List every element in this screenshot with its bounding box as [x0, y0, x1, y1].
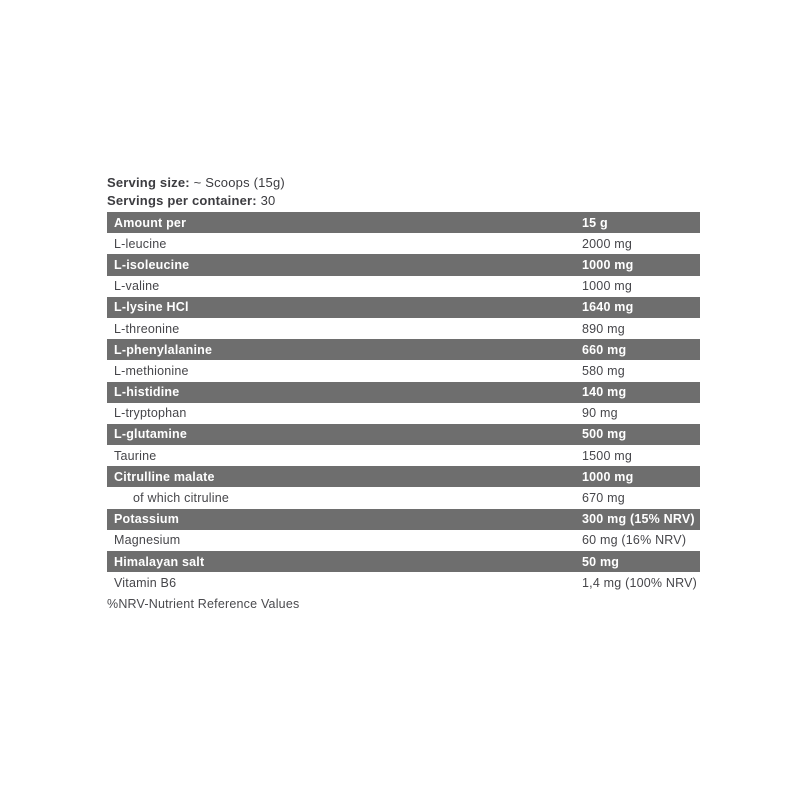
servings-per-container-line [107, 192, 700, 210]
nutrient-amount: 2000 mg [582, 236, 633, 251]
nutrient-amount: 580 mg [582, 363, 625, 378]
amount-per-header: Amount per [114, 215, 187, 230]
nutrient-name: Taurine [114, 448, 157, 463]
nutrient-amount: 60 mg (16% NRV) [582, 533, 687, 548]
nutrient-amount: 500 mg [582, 427, 627, 442]
nutrient-amount: 300 mg (15% NRV) [582, 512, 695, 527]
table-row [107, 424, 700, 445]
servings-per-container-label: Servings per container: [107, 193, 257, 208]
table-row [107, 572, 700, 593]
table-row [107, 339, 700, 360]
nutrient-amount: 670 mg [582, 491, 625, 506]
nutrient-amount: 1640 mg [582, 300, 634, 315]
serving-size-line [107, 174, 700, 192]
table-row [107, 530, 700, 551]
table-row [107, 276, 700, 297]
nutrient-name: L-phenylalanine [114, 342, 213, 357]
table-body [107, 233, 700, 593]
nutrient-name: L-tryptophan [114, 406, 187, 421]
nutrient-name: Himalayan salt [114, 554, 205, 569]
servings-per-container-value: 30 [256, 193, 276, 208]
table-row [107, 297, 700, 318]
table-row [107, 360, 700, 381]
serving-size-label: Serving size: [107, 175, 190, 190]
nutrient-name: L-methionine [114, 363, 189, 378]
nutrient-name: L-histidine [114, 385, 180, 400]
nutrient-name: L-glutamine [114, 427, 188, 442]
serving-amount-header: 15 g [582, 215, 608, 230]
table-row [107, 318, 700, 339]
nutrient-name: L-lysine HCl [114, 300, 189, 315]
nutrient-amount: 90 mg [582, 406, 618, 421]
table-row [107, 551, 700, 572]
nutrient-amount: 660 mg [582, 342, 627, 357]
nutrient-amount: 1000 mg [582, 469, 634, 484]
table-row [107, 445, 700, 466]
nutrient-name: L-threonine [114, 321, 180, 336]
nutrient-amount: 50 mg [582, 554, 620, 569]
nutrient-amount: 1000 mg [582, 257, 634, 272]
nutrient-name: L-isoleucine [114, 257, 190, 272]
serving-size-value: ~ Scoops (15g) [189, 175, 285, 190]
table-row [107, 487, 700, 508]
nrv-footnote: %NRV-Nutrient Reference Values [107, 597, 300, 612]
nutrient-name: L-valine [114, 279, 160, 294]
nutrient-name: Magnesium [114, 533, 181, 548]
supplement-table [107, 212, 700, 593]
nutrient-name: Potassium [114, 512, 180, 527]
table-row [107, 466, 700, 487]
nutrient-name: L-leucine [114, 236, 167, 251]
table-row [107, 233, 700, 254]
nutrient-amount: 1000 mg [582, 279, 633, 294]
nutrient-name: Vitamin B6 [114, 575, 177, 590]
table-row [107, 382, 700, 403]
nutrient-amount: 1,4 mg (100% NRV) [582, 575, 698, 590]
table-row [107, 509, 700, 530]
nutrient-amount: 1500 mg [582, 448, 633, 463]
supplement-facts-panel [107, 174, 700, 611]
nutrient-amount: 140 mg [582, 385, 627, 400]
table-row [107, 254, 700, 275]
nutrient-name: of which citruline [133, 491, 230, 506]
nutrient-name: Citrulline malate [114, 469, 215, 484]
table-row [107, 403, 700, 424]
table-header-row [107, 212, 700, 233]
nutrient-amount: 890 mg [582, 321, 625, 336]
